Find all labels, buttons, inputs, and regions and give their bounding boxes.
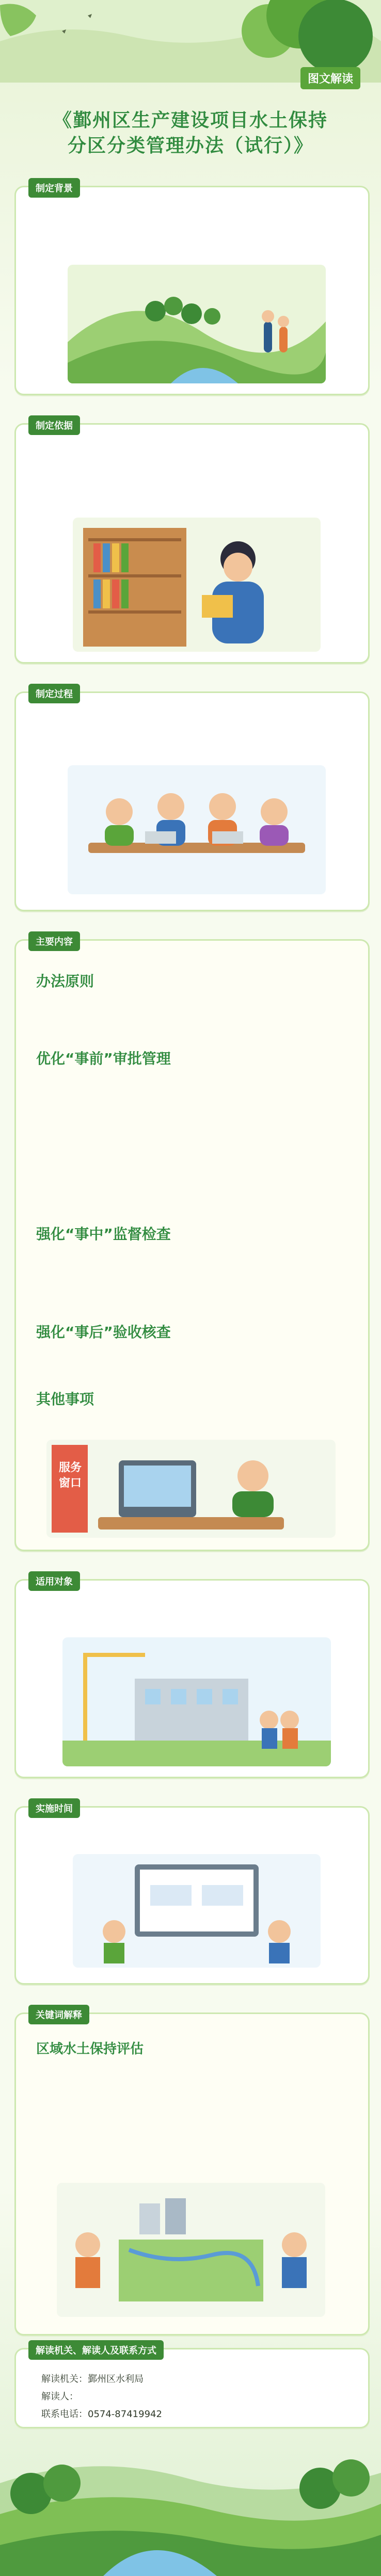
- illustration-planning-table: [57, 2183, 325, 2317]
- section-tag: 主要内容: [28, 931, 80, 951]
- contact-organ: 解读机关：鄞州区水利局: [41, 2374, 144, 2385]
- contact-details: [41, 2371, 351, 2424]
- section-process: [14, 691, 370, 911]
- illustration-service-window: [46, 1440, 336, 1538]
- interpretation-badge: 图文解读: [300, 67, 360, 89]
- subsection-heading-3: 强化“事中”监督检查: [36, 1226, 171, 1243]
- subsection-heading-2: 优化“事前”审批管理: [36, 1050, 171, 1067]
- illustration-hills: [68, 265, 326, 383]
- section-background: [14, 183, 370, 395]
- section-tag: 解读机关、解读人及联系方式: [28, 2340, 164, 2360]
- section-tag: 制定依据: [28, 415, 80, 435]
- contact-person: 解读人：: [41, 2391, 78, 2403]
- subsection-heading-4: 强化“事后”验收核查: [36, 1324, 171, 1341]
- section-scope: [14, 1576, 370, 1778]
- section-tag: 实施时间: [28, 1798, 80, 1818]
- section-effective-date: [14, 1806, 370, 1985]
- page-title: 《鄞州区生产建设项目水土保持 分区分类管理办法（试行）》: [53, 110, 328, 156]
- section-tag: 关键词解释: [28, 2005, 89, 2024]
- section-tag: 制定过程: [28, 684, 80, 703]
- service-window-sign: 服务窗口: [58, 1461, 82, 1490]
- subsection-heading-5: 其他事项: [36, 1391, 94, 1408]
- footer-decoration: [0, 2421, 381, 2576]
- illustration-reading: [73, 518, 321, 652]
- section-tag: 适用对象: [28, 1571, 80, 1591]
- section-tag: 制定背景: [28, 178, 80, 198]
- contact-phone: 联系电话：0574-87419942: [41, 2409, 162, 2420]
- subsection-heading-1: 办法原则: [36, 973, 94, 990]
- section-basis: [14, 423, 370, 664]
- illustration-construction-site: [62, 1637, 331, 1766]
- illustration-meeting: [68, 765, 326, 894]
- keyword-heading: 区域水土保持评估: [36, 2041, 144, 2057]
- illustration-notice-board: [73, 1854, 321, 1968]
